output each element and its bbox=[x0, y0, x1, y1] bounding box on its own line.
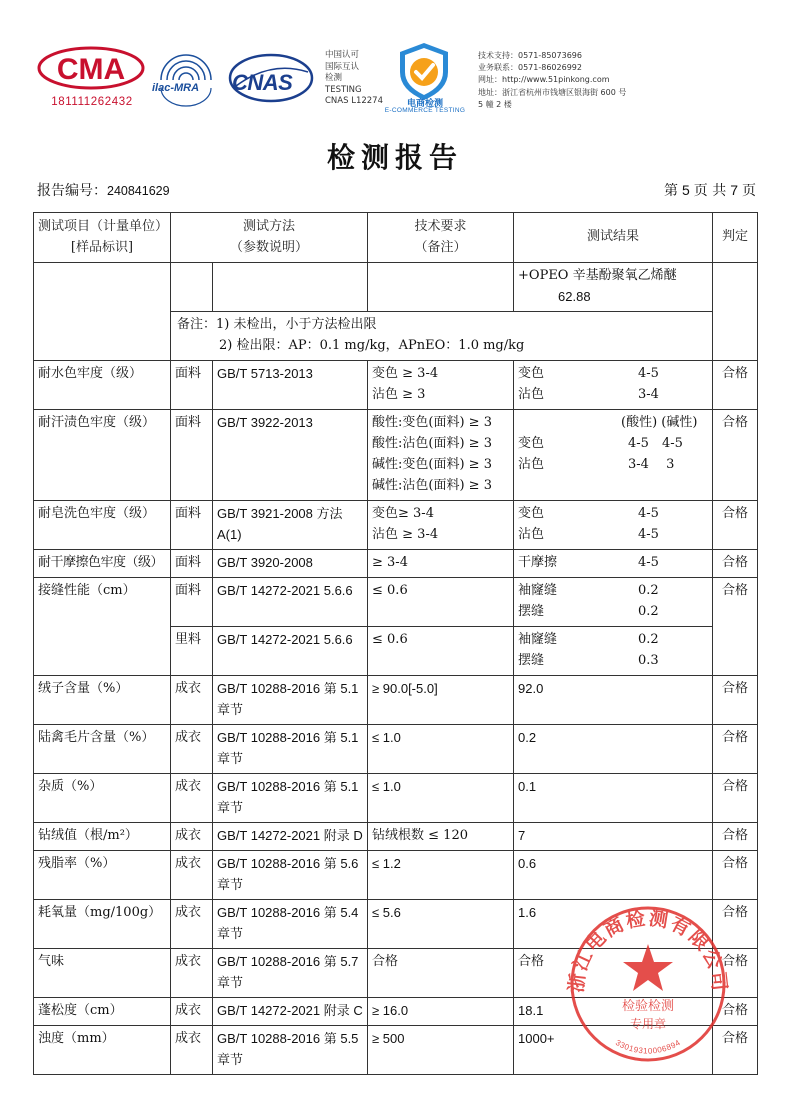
cma-number: 181111262432 bbox=[51, 96, 133, 108]
report-title: 检测报告 bbox=[326, 141, 463, 174]
page-indicator: 第 5 页 共 7 页 bbox=[663, 182, 756, 199]
table-row: 耐水色牢度（级） 面料 GB/T 5713-2013 变色 ≥ 3-4 沾色 ≥ 3 变色 4-5 沾色 3-4 合格 bbox=[34, 361, 758, 410]
table-row: 绒子含量（%） 成衣 GB/T 10288-2016 第 5.1 章节 ≥ 90.0[-5.0] 92.0 合格 bbox=[34, 676, 758, 725]
table-row: 气味 成衣 GB/T 10288-2016 第 5.7 章节 合格 合格 合格 bbox=[34, 949, 758, 998]
table-row: 蓬松度（cm） 成衣 GB/T 14272-2021 附录 C ≥ 16.0 18.1 合格 bbox=[34, 998, 758, 1026]
svg-text:专用章: 专用章 bbox=[629, 1017, 667, 1031]
table-row: 耐干摩擦色牢度（级） 面料 GB/T 3920-2008 ≥ 3-4 干摩擦 4-5 合格 bbox=[34, 550, 758, 578]
ilac-mra-logo bbox=[151, 52, 221, 108]
contact-info: 技术支持：0571-85073696 业务联系：0571-86026992 网址：http://www.51pinkong.com 地址：浙江省杭州市钱塘区银海街 600 号 5 幢 2 楼 bbox=[478, 51, 627, 109]
table-row: 耐汗渍色牢度（级） 面料 GB/T 3922-2013 酸性:变色(面料) ≥ 3 酸性:沾色(面料) ≥ 3 碱性:变色(面料) ≥ 3 碱性:沾色(面料) ≥ 3 (酸性) (碱性) 变色 4-5 4-5 沾色 3-4 3 合格 bbox=[34, 410, 758, 501]
report-number: 报告编号：240841629 bbox=[37, 183, 170, 199]
table-row: 钻绒值（根/m²） 成衣 GB/T 14272-2021 附录 D 钻绒根数 ≤ 120 7 合格 bbox=[34, 823, 758, 851]
table-row: 浊度（mm） 成衣 GB/T 10288-2016 第 5.5 章节 ≥ 500 1000+ 合格 bbox=[34, 1026, 758, 1075]
table-row: 耗氧量（mg/100g） 成衣 GB/T 10288-2016 第 5.4 章节 ≤ 5.6 1.6 合格 bbox=[34, 900, 758, 949]
svg-text:检验检测: 检验检测 bbox=[621, 999, 675, 1014]
note-row: 备注：1) 未检出，小于方法检出限 2) 检出限：AP：0.1 mg/kg，APnEO：1.0 mg/kg bbox=[34, 312, 758, 361]
table-row: 耐皂洗色牢度（级） 面料 GB/T 3921-2008 方法 A(1) 变色≥ 3-4 沾色 ≥ 3-4 变色 4-5 沾色 4-5 合格 bbox=[34, 501, 758, 550]
svg-text:浙江电商检测有限公司: 浙江电商检测有限公司 bbox=[565, 907, 731, 994]
table-row: 里料 GB/T 14272-2021 5.6.6 ≤ 0.6 袖窿缝 0.2 摆缝 0.3 bbox=[34, 627, 758, 676]
e-commerce-testing-shield-icon bbox=[392, 40, 456, 104]
table-row: 杂质（%） 成衣 GB/T 10288-2016 第 5.1 章节 ≤ 1.0 0.1 合格 bbox=[34, 774, 758, 823]
table-row: 残脂率（%） 成衣 GB/T 10288-2016 第 5.6 章节 ≤ 1.2 0.6 合格 bbox=[34, 851, 758, 900]
table-row: 陆禽毛片含量（%） 成衣 GB/T 10288-2016 第 5.1 章节 ≤ 1.0 0.2 合格 bbox=[34, 725, 758, 774]
table-row: 接缝性能（cm） 面料 GB/T 14272-2021 5.6.6 ≤ 0.6 袖窿缝 0.2 摆缝 0.2 合格 bbox=[34, 578, 758, 627]
letterhead: CMA 181111262432 ilac-MRA CNAS 中国认可 国际互认 检测 TESTING CNAS L12274 电商检测 E-COMMERCE TESTING 技术支持：0571-85073696 业务联系：0571-86026992 网址：http://www.51pinkong.com 地址：浙江省杭州市钱塘区银海街 600 号 5 幢 2 楼 bbox=[0, 0, 790, 135]
continued-row: +OPEO 辛基酚聚氧乙烯醚 62.88 bbox=[34, 263, 758, 312]
table-header-row: 测试项目（计量单位） [样品标识] 测试方法 （参数说明） 技术要求 （备注） 测试结果 判定 bbox=[34, 213, 758, 263]
svg-text:33019310006894: 33019310006894 bbox=[613, 1038, 683, 1056]
cnas-cert-text: 中国认可 国际互认 检测 TESTING CNAS L12274 bbox=[325, 50, 383, 106]
test-results-table bbox=[33, 212, 758, 1075]
svg-text:CMA: CMA bbox=[56, 53, 126, 86]
